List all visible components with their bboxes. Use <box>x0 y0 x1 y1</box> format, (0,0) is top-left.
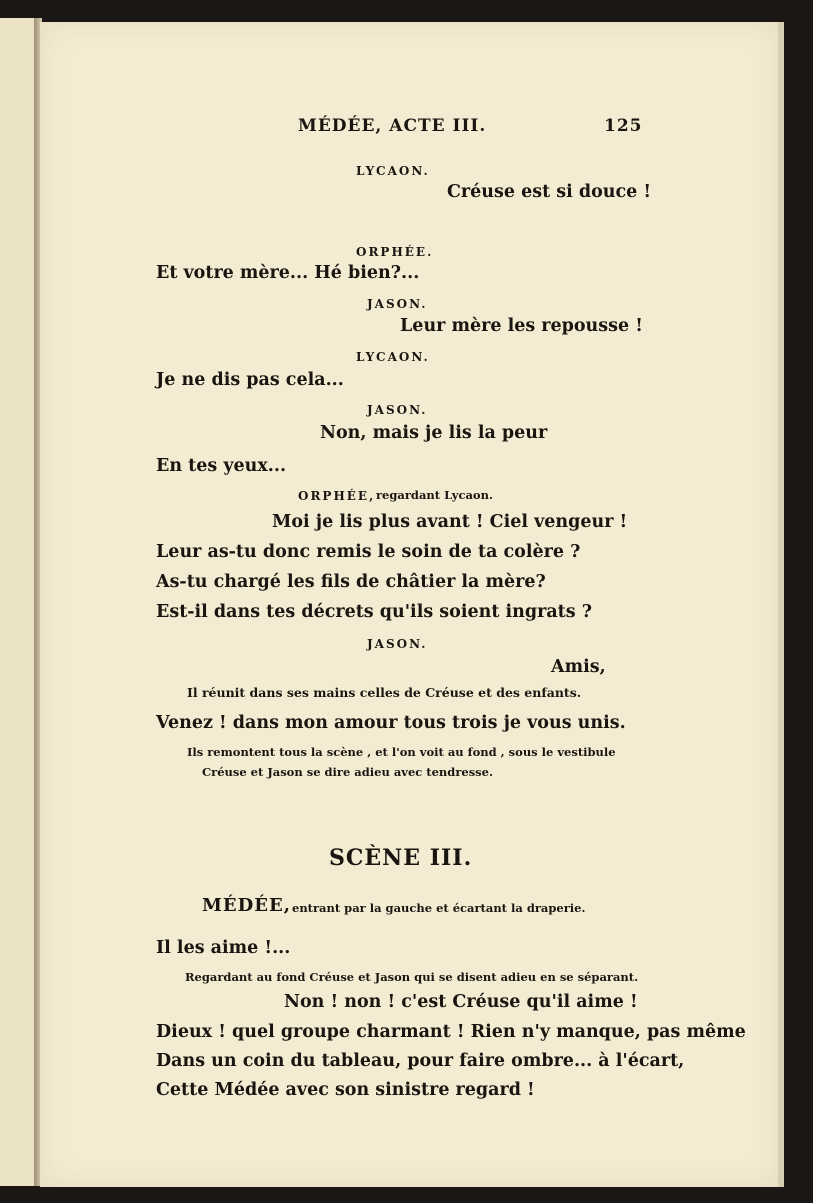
speaker-orphee: ORPHÉE. <box>356 245 434 259</box>
left-page-edge <box>0 18 38 1186</box>
verse-line: Dans un coin du tableau, pour faire ombre... à l'écart, <box>156 1051 685 1071</box>
verse-line: Leur as-tu donc remis le soin de ta colère ? <box>156 542 581 562</box>
verse-line: Il les aime !... <box>156 938 291 958</box>
verse-line: Je ne dis pas cela... <box>156 370 344 390</box>
verse-line: Dieux ! quel groupe charmant ! Rien n'y manque, pas même <box>156 1022 746 1042</box>
stage-direction: Regardant au fond Créuse et Jason qui se disent adieu en se séparant. <box>185 970 639 984</box>
verse-line: Moi je lis plus avant ! Ciel vengeur ! <box>272 512 628 532</box>
stage-direction: Créuse et Jason se dire adieu avec tendresse. <box>202 765 493 779</box>
stage-direction: Il réunit dans ses mains celles de Créuse et des enfants. <box>187 685 582 700</box>
verse-line: As-tu chargé les fils de châtier la mère? <box>156 572 546 592</box>
verse-line: Et votre mère... Hé bien?... <box>156 263 420 283</box>
verse-line: Est-il dans tes décrets qu'ils soient ingrats ? <box>156 602 592 622</box>
scene-title: SCÈNE III. <box>329 845 473 871</box>
speaker-lycaon: LYCAON. <box>356 350 430 364</box>
verse-line: Créuse est si douce ! <box>447 182 652 202</box>
page-number: 125 <box>604 116 643 136</box>
verse-line: Leur mère les repousse ! <box>400 316 643 336</box>
page-edge <box>778 22 784 1187</box>
verse-line: Non, mais je lis la peur <box>320 423 548 443</box>
stage-direction: regardant Lycaon. <box>376 488 493 502</box>
verse-line: Venez ! dans mon amour tous trois je vous unis. <box>156 713 626 733</box>
verse-line: En tes yeux... <box>156 456 287 476</box>
verse-line: Amis, <box>551 657 606 677</box>
stage-direction: entrant par la gauche et écartant la draperie. <box>292 901 586 915</box>
running-title: MÉDÉE, ACTE III. <box>298 116 487 136</box>
speaker-jason: JASON. <box>367 403 428 417</box>
stage-direction: Ils remontent tous la scène , et l'on voit au fond , sous le vestibule <box>187 745 616 759</box>
speaker-jason: JASON. <box>367 637 428 651</box>
verse-line: Non ! non ! c'est Créuse qu'il aime ! <box>284 992 638 1012</box>
speaker-orphee: ORPHÉE, <box>298 489 376 503</box>
speaker-jason: JASON. <box>367 297 428 311</box>
verse-line: Cette Médée avec son sinistre regard ! <box>156 1080 535 1100</box>
speaker-lycaon: LYCAON. <box>356 164 430 178</box>
speaker-medee: MÉDÉE, <box>202 895 291 916</box>
